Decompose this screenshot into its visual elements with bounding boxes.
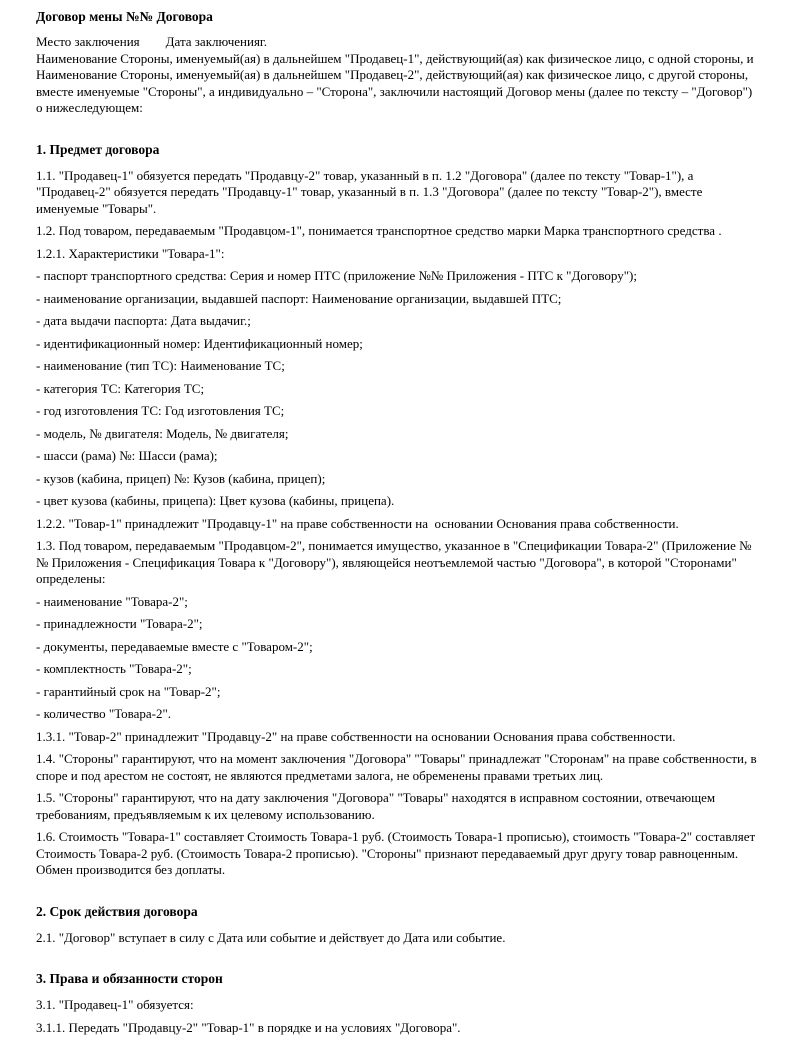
clause-3-1: 3.1. "Продавец-1" обязуется: [36, 997, 194, 1012]
section-3-heading: 3. Права и обязанности сторон [36, 971, 223, 986]
clause-3-1-1: 3.1.1. Передать "Продавцу-2" "Товар-1" в порядке и на условиях "Договора". [36, 1019, 461, 1035]
item-body-color: - цвет кузова (кабины, прицепа): Цвет кузова (кабины, прицепа). [36, 493, 395, 508]
clause-1-2-1: 1.2.1. Характеристики "Товара-1": [36, 245, 225, 261]
clause-1-2-2: 1.2.2. "Товар-1" принадлежит "Продавцу-1" на праве собственности на основании Основания права собственности. [36, 515, 679, 531]
item-manufacture-year: - год изготовления ТС: Год изготовления ТС; [36, 403, 285, 418]
clause-1-3-1: 1.3.1. "Товар-2" принадлежит "Продавцу-2" на праве собственности на основании Основания права собственности. [36, 728, 676, 744]
item-chassis-number: - шасси (рама) №: Шасси (рама); [36, 448, 218, 463]
section-subject-of-contract [36, 141, 760, 879]
clause-1-3: 1.3. Под товаром, передаваемым "Продавцом-2", понимается имущество, указанное в "Спецификации Товара-2" (Приложение №№ Приложения - Спецификация Товара к "Договору"), являющейся неотъемлемой частью "Договора", в которой "Сторонами" определены: [36, 538, 752, 586]
clause-1-2: 1.2. Под товаром, передаваемым "Продавцом-1", понимается транспортное средство марки Марка транспортного средства . [36, 223, 722, 238]
clause-1-4: 1.4. "Стороны" гарантируют, что на момент заключения "Договора" "Товары" принадлежат "Сторонам" на праве собственности, в споре и под арестом не состоят, не являются предметами залога, не обременены правами третьих лиц. [36, 751, 760, 783]
clause-2-1: 2.1. "Договор" вступает в силу с Дата или событие и действует до Дата или событие. [36, 929, 506, 945]
item-identification-number: - идентификационный номер: Идентификационный номер; [36, 335, 363, 351]
clause-1-1: 1.1. "Продавец-1" обязуется передать "Продавцу-2" товар, указанный в п. 1.2 "Договора" (далее по тексту "Товар-1"), а "Продавец-2" обязуется передать "Продавцу-1" товар, указанный в п. 1.3 "Договора" (далее по тексту "Товар-2"), вместе именуемые "Товары". [36, 167, 706, 216]
section-rights-and-obligations [36, 970, 757, 1036]
item-goods2-name: - наименование "Товара-2"; [36, 593, 188, 609]
item-engine-model-number: - модель, № двигателя: Модель, № двигателя; [36, 425, 289, 441]
clause-1-6: 1.6. Стоимость "Товара-1" составляет Стоимость Товара-1 руб. (Стоимость Товара-1 прописью), стоимость "Товара-2" составляет Стоимость Товара-2 руб. (Стоимость Товара-2 прописью). "Стороны" признают передаваемый друг другу товар равноценным. Обмен производится без доплаты. [36, 829, 759, 877]
section-1-heading: 1. Предмет договора [36, 141, 160, 157]
document-title: Договор мены №№ Договора [36, 9, 213, 24]
place-of-conclusion: Место заключения [36, 34, 140, 49]
item-goods2-accessories: - принадлежности "Товара-2"; [36, 616, 203, 631]
item-passport-issuer: - наименование организации, выдавшей паспорт: Наименование организации, выдавшей ПТС; [36, 290, 562, 306]
item-goods2-documents: - документы, передаваемые вместе с "Товаром-2"; [36, 638, 313, 654]
date-of-conclusion: Дата заключенияг. [165, 34, 268, 49]
item-vehicle-passport: - паспорт транспортного средства: Серия и номер ПТС (приложение №№ Приложения - ПТС к "Договору"); [36, 268, 637, 283]
item-goods2-warranty: - гарантийный срок на "Товар-2"; [36, 683, 221, 699]
item-body-number: - кузов (кабина, прицеп) №: Кузов (кабина, прицеп); [36, 470, 326, 486]
item-vehicle-category: - категория ТС: Категория ТС; [36, 380, 205, 396]
section-contract-term [36, 903, 757, 947]
item-goods2-completeness: - комплектность "Товара-2"; [36, 661, 192, 676]
conclusion-meta-line [36, 34, 757, 51]
item-passport-issue-date: - дата выдачи паспорта: Дата выдачиг.; [36, 313, 251, 328]
item-vehicle-type-name: - наименование (тип ТС): Наименование ТС; [36, 358, 285, 373]
clause-1-5: 1.5. "Стороны" гарантируют, что на дату заключения "Договора" "Товары" находятся в исправном состоянии, отвечающем требованиям, предъявляемым к их целевому использованию. [36, 790, 719, 822]
item-goods2-quantity: - количество "Товара-2". [36, 706, 172, 721]
section-2-heading: 2. Срок действия договора [36, 903, 198, 919]
preamble-paragraph: Наименование Стороны, именуемый(ая) в дальнейшем "Продавец-1", действующий(ая) как физическое лицо, с одной стороны, и Наименование Стороны, именуемый(ая) в дальнейшем "Продавец-2", действующий(ая) как физическое лицо, с другой стороны, вместе именуемые "Стороны", а индивидуально – "Сторона", заключили настоящий Договор мены (далее по тексту – "Договор") о нижеследующем: [36, 50, 757, 115]
